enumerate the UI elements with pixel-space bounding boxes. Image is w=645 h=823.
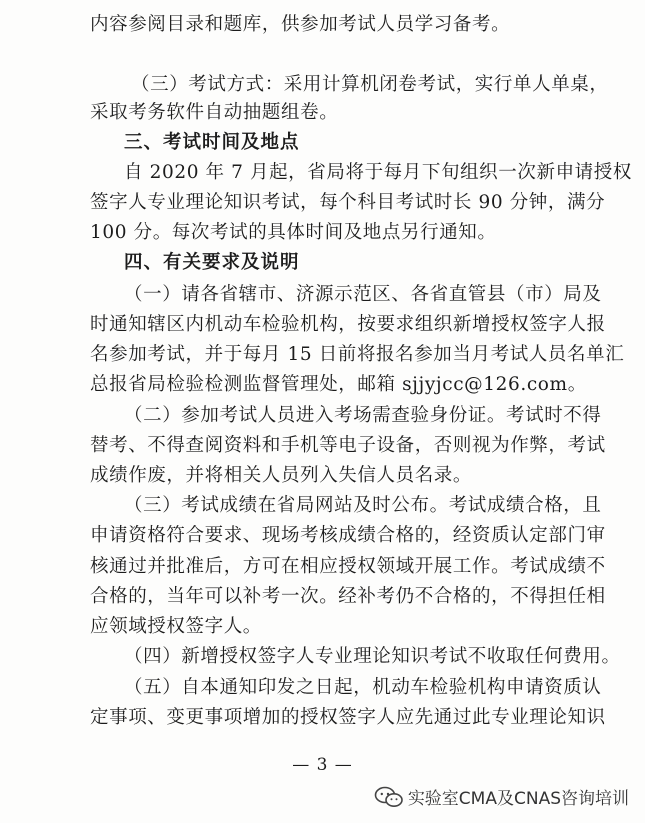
text-line: （三）考试成绩在省局网站及时公布。考试成绩合格，且 [124, 495, 602, 516]
section-heading: 三、考试时间及地点 [124, 132, 300, 153]
text-line: （一）请各省辖市、济源示范区、各省直管县（市）局及 [124, 284, 602, 305]
section-heading: 四、有关要求及说明 [124, 252, 300, 273]
page-number: — 3 — [292, 755, 353, 775]
text-line: 100 分。每次考试的具体时间及地点另行通知。 [90, 222, 497, 243]
text-line: 总报省局检验检测监督管理处，邮箱 sjjyjcc@126.com。 [90, 374, 587, 395]
text-line: （四）新增授权签字人专业理论知识考试不收取任何费用。 [124, 646, 621, 667]
watermark-text: 实验室CMA及CNAS咨询培训 [407, 789, 629, 809]
text-line: 替考、不得查阅资料和手机等电子设备，否则视为作弊，考试 [90, 435, 606, 456]
text-line: 定事项、变更事项增加的授权签字人应先通过此专业理论知识 [90, 707, 606, 728]
text-line: （二）参加考试人员进入考场需查验身份证。考试时不得 [124, 405, 602, 426]
text-line: 名参加考试，并于每月 15 日前将报名参加当月考试人员名单汇 [90, 344, 625, 365]
text-line: 成绩作废，并将相关人员列入失信人员名录。 [90, 465, 473, 486]
watermark [374, 784, 629, 809]
text-line: 核通过并批准后，方可在相应授权领域开展工作。考试成绩不 [90, 556, 606, 577]
text-line: 采取考务软件自动抽题组卷。 [90, 102, 339, 123]
text-line: 时通知辖区内机动车检验机构，按要求组织新增授权签字人报 [90, 314, 606, 335]
text-line: （五）自本通知印发之日起，机动车检验机构申请资质认 [124, 677, 602, 698]
text-line: 合格的，当年可以补考一次。经补考仍不合格的，不得担任相 [90, 586, 606, 607]
text-line: 签字人专业理论知识考试，每个科目考试时长 90 分钟，满分 [90, 192, 606, 213]
text-line: 申请资格符合要求、现场考核成绩合格的，经资质认定部门审 [90, 525, 606, 546]
wechat-icon [374, 785, 404, 809]
text-line: （三）考试方式：采用计算机闭卷考试，实行单人单桌， [131, 74, 609, 95]
text-line: 自 2020 年 7 月起，省局将于每月下旬组织一次新申请授权 [124, 162, 632, 183]
text-line: 应领域授权签字人。 [90, 616, 262, 637]
text-line: 内容参阅目录和题库，供参加考试人员学习备考。 [90, 14, 511, 35]
